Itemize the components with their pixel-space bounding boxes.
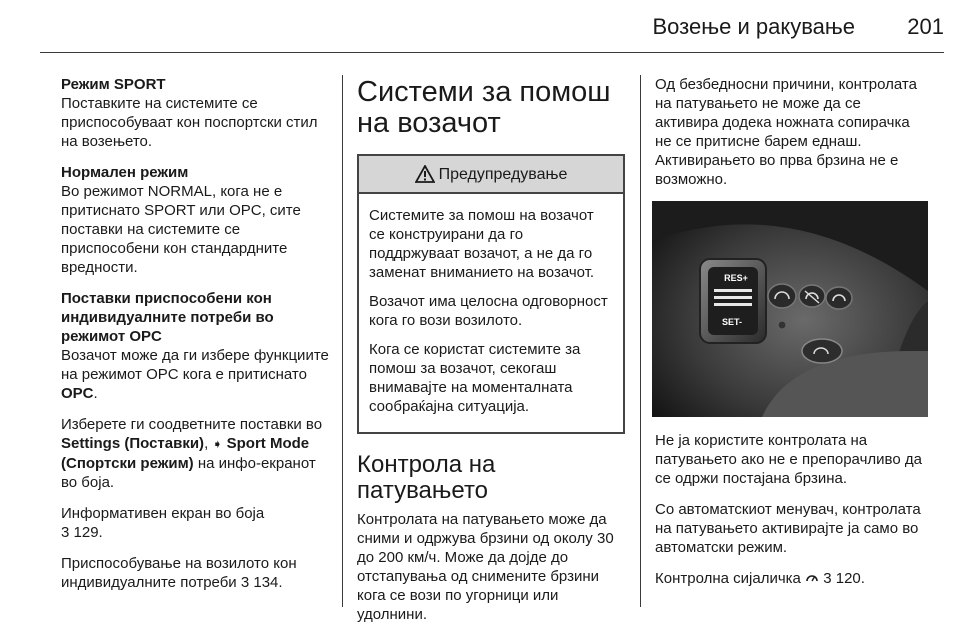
warning-paragraph: Системите за помош на возачот се конструирани да го поддржуваат возачот, а не да го заменат вниманието на возачот.	[369, 207, 595, 281]
sport-mode-menu-label: Sport Mode (Спортски режим)	[61, 435, 310, 472]
opc-custom-heading: Поставки приспособени кон индивидуалните потреби во режимот OPC	[61, 290, 274, 345]
cruise-control-heading: Контрола на патувањето	[357, 451, 496, 504]
menu-arrow-icon: ➧	[212, 437, 223, 451]
distance-button	[802, 339, 842, 363]
reference-arrow-icon: 3	[240, 574, 250, 591]
page-header	[0, 0, 960, 50]
reference-arrow-icon: 3	[823, 570, 832, 587]
cruise-warning-text: Не ја користите контролата на патувањето ако не е препорачливо да се одржи постајана брзина.	[655, 432, 922, 487]
right-column	[655, 75, 927, 600]
info-display-reference: Информативен екран во боја 3 129.	[61, 505, 265, 541]
left-column	[61, 75, 329, 604]
normal-mode-heading: Нормален режим	[61, 164, 189, 181]
cruise-control-lamp-icon	[805, 571, 819, 584]
sport-mode-text: Поставките на системите се приспособуваат кон поспортски стил на возењето.	[61, 95, 318, 150]
set-button-label: SET-	[721, 317, 743, 327]
safety-text: Од безбедносни причини, контролата на патувањето не може да се активира додека ножната сопирачка не се притисне барем еднаш. Активирањето во прва брзина не е возможно.	[655, 76, 917, 188]
page-number: 201	[907, 14, 944, 39]
cruise-on-button	[768, 284, 796, 308]
cruise-control-text: Контролата на патувањето може да сними и одржува брзини од околу 30 до 200 км/ч. Може да дојде до отстапувања од снимените брзини кога се вози по угорници или удолнини.	[357, 511, 614, 623]
opc-custom-text: Возачот може да ги избере функциите на режимот OPC кога е притиснато OPC.	[61, 347, 329, 402]
column-divider	[342, 75, 343, 607]
personalization-reference: Приспособување на возилото кон индивидуалните потреби 3 134.	[61, 555, 297, 591]
normal-mode-text: Во режимот NORMAL, кога не е притиснато SPORT или OPC, сите поставки на системите се приспособени кон стандардните вредности.	[61, 183, 301, 276]
settings-instruction: Изберете ги соодветните поставки во Settings (Поставки), ➧ Sport Mode (Спортски режим) на инфо-екранот во боја.	[61, 416, 323, 491]
warning-box	[357, 154, 625, 434]
warning-paragraph: Кога се користат системите за помош за возачот, секогаш внимавајте на моменталната сообраќајна ситуација.	[369, 341, 581, 415]
sport-mode-heading: Режим SPORT	[61, 76, 166, 93]
control-lamp-reference: Контролна сијаличка 3 120.	[655, 570, 865, 587]
warning-paragraph: Возачот има целосна одговорност кога го вози возилото.	[369, 293, 608, 329]
automatic-transmission-text: Со автоматскиот менувач, контролата на патувањето активирајте ја само во автоматски режим.	[655, 501, 921, 556]
limiter-button	[826, 287, 852, 309]
cruise-off-button	[799, 285, 825, 307]
middle-column	[357, 75, 625, 636]
running-title: Возење и ракување	[652, 14, 855, 39]
reference-arrow-icon: 3	[61, 524, 70, 541]
column-divider	[640, 75, 641, 607]
driver-assistance-heading: Системи за помош на возачот	[357, 76, 611, 139]
warning-title-bar	[359, 156, 623, 194]
warning-title: Предупредување	[438, 165, 568, 183]
header-divider	[40, 52, 944, 53]
res-button-label: RES+	[724, 273, 748, 283]
settings-menu-label: Settings (Поставки)	[61, 435, 205, 452]
warning-body	[359, 194, 623, 432]
steering-wheel-controls-photo	[652, 201, 928, 417]
warning-triangle-icon	[415, 165, 435, 183]
